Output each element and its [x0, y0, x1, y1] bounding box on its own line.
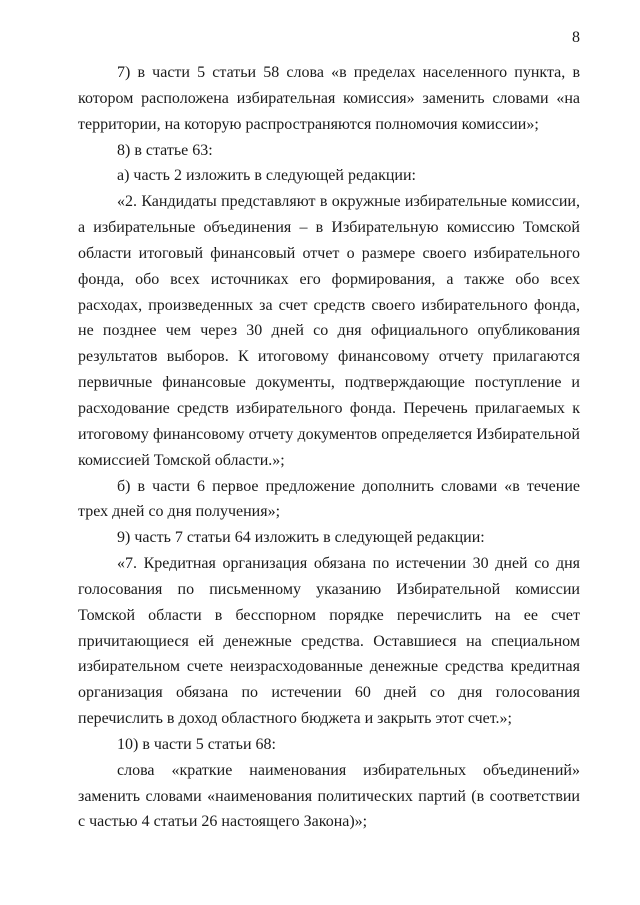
paragraph-item-9: 9) часть 7 статьи 64 изложить в следующей редакции:	[117, 529, 485, 547]
paragraph-subitem-b: б) в части 6 первое предложение дополнить словами «в течение трех дней со дня получения»;	[78, 477, 580, 521]
paragraph-subitem-a: а) часть 2 изложить в следующей редакции:	[117, 167, 416, 185]
paragraph-quote-part-2: «2. Кандидаты представляют в окружные избирательные комиссии, а избирательные объединения – в Избирательную комиссию Томской области итоговый финансовый отчет о размере своего избирательного фонда, обо всех источниках его формирования, а также обо всех расходах, произведенных за счет средств своего избирательного фонда, не позднее чем через 30 дней со дня официального опубликования результатов выборов. К итоговому финансовому отчету прилагаются первичные финансовые документы, подтверждающие поступление и расходование средств избирательного фонда. Перечень прилагаемых к итоговому финансовому отчету документов определяется Избирательной комиссией Томской области.»;	[78, 193, 580, 469]
paragraph-item-10: 10) в части 5 статьи 68:	[117, 735, 276, 753]
page-number: 8	[572, 29, 580, 46]
document-body	[78, 60, 580, 835]
paragraph-quote-part-7: «7. Кредитная организация обязана по истечении 30 дней со дня голосования по письменному указанию Избирательной комиссии Томской области в бесспорном порядке перечислить на ее счет причитающиеся ей денежные средства. Оставшиеся на специальном избирательном счете неизрасходованные денежные средства кредитная организация обязана по истечении 60 дней со дня голосования перечислить в доход областного бюджета и закрыть этот счет.»;	[78, 555, 580, 728]
paragraph-item-8: 8) в статье 63:	[117, 141, 213, 159]
paragraph-item-7: 7) в части 5 статьи 58 слова «в пределах населенного пункта, в котором расположена избирательная комиссия» заменить словами «на территории, на которую распространяются полномочия комиссии»;	[78, 64, 580, 133]
paragraph-words-replacement: слова «краткие наименования избирательных объединений» заменить словами «наименования политических партий (в соответствии с частью 4 статьи 26 настоящего Закона)»;	[78, 761, 580, 831]
